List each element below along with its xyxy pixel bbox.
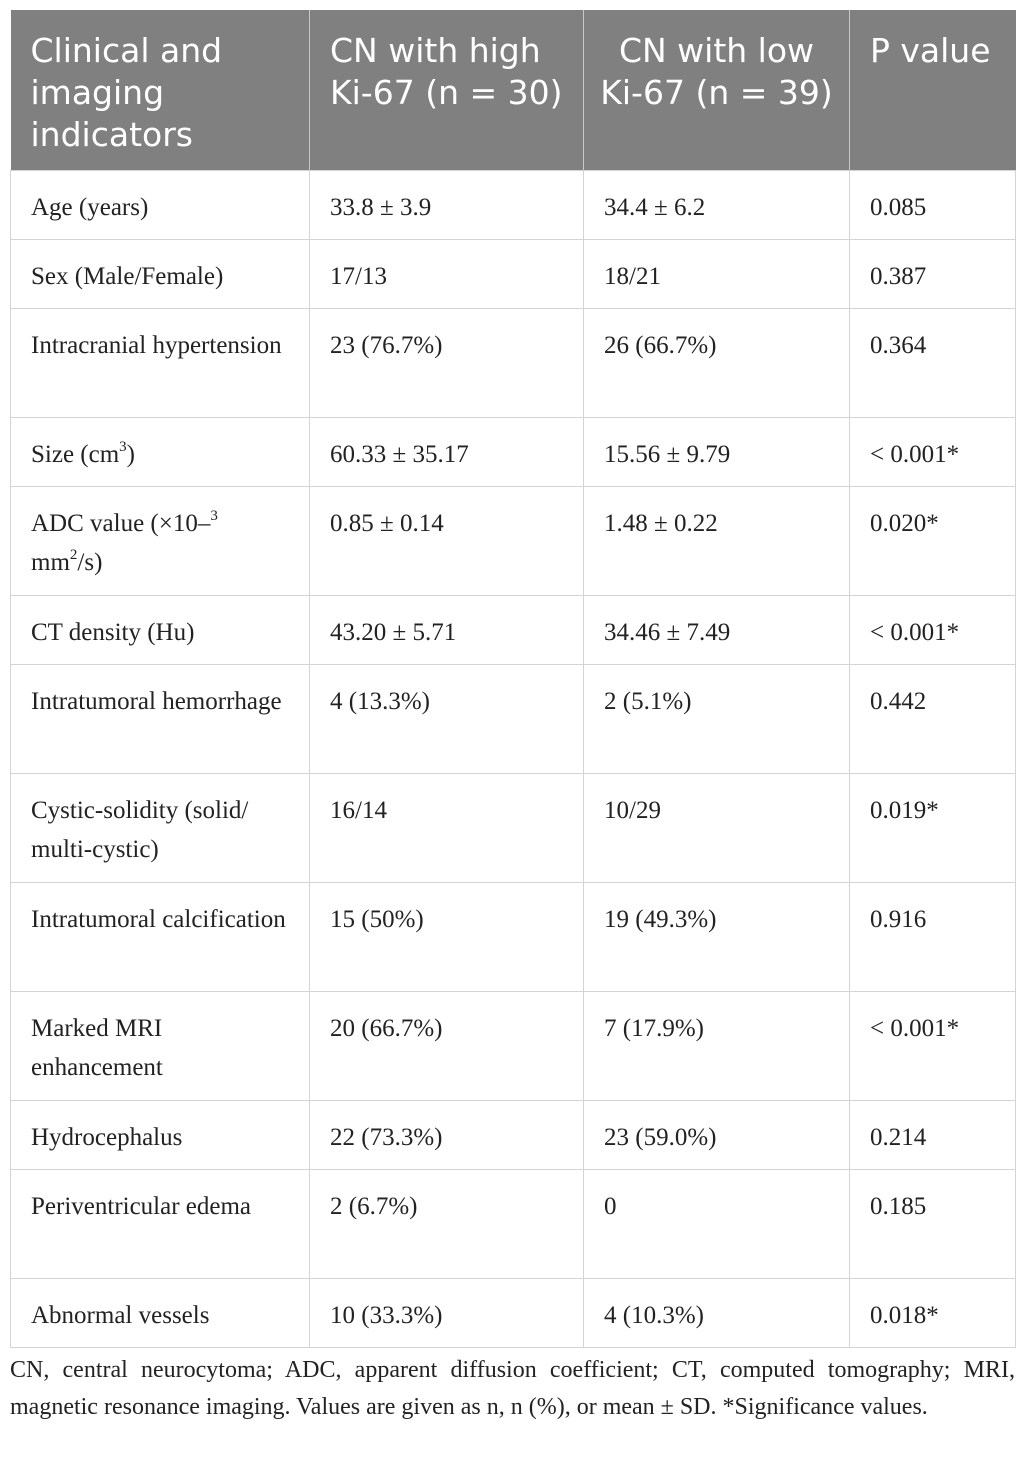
cell-indicator	[11, 487, 310, 596]
indicator-text: ADC value (×10–	[31, 510, 211, 537]
cell-p: < 0.001*	[850, 992, 1016, 1101]
cell-low: 10/29	[584, 774, 850, 883]
cell-indicator: Intratumoral hemorrhage	[11, 665, 310, 774]
table-row	[11, 1279, 1016, 1348]
header-row	[11, 10, 1016, 171]
cell-p: 0.085	[850, 171, 1016, 240]
cell-high: 2 (6.7%)	[310, 1170, 584, 1279]
cell-high: 4 (13.3%)	[310, 665, 584, 774]
cell-p: < 0.001*	[850, 596, 1016, 665]
cell-low: 18/21	[584, 240, 850, 309]
table-row	[11, 1170, 1016, 1279]
cell-p: 0.214	[850, 1101, 1016, 1170]
cell-indicator: CT density (Hu)	[11, 596, 310, 665]
cell-p: 0.020*	[850, 487, 1016, 596]
cell-high: 22 (73.3%)	[310, 1101, 584, 1170]
cell-indicator: Intratumoral calcification	[11, 883, 310, 992]
cell-high: 0.85 ± 0.14	[310, 487, 584, 596]
cell-p: 0.442	[850, 665, 1016, 774]
table-row	[11, 240, 1016, 309]
cell-indicator: Periventricular edema	[11, 1170, 310, 1279]
superscript: 3	[119, 438, 127, 455]
table-row	[11, 171, 1016, 240]
table-row	[11, 596, 1016, 665]
cell-low: 23 (59.0%)	[584, 1101, 850, 1170]
cell-high: 60.33 ± 35.17	[310, 418, 584, 487]
header-low-ki67: CN with low Ki-67 (n = 39)	[584, 10, 850, 171]
cell-p: 0.019*	[850, 774, 1016, 883]
table-row	[11, 774, 1016, 883]
indicator-text: )	[126, 441, 135, 468]
cell-high: 33.8 ± 3.9	[310, 171, 584, 240]
cell-indicator	[11, 418, 310, 487]
header-high-ki67: CN with high Ki-67 (n = 30)	[310, 10, 584, 171]
table-footnote: CN, central neurocytoma; ADC, apparent diffusion coefficient; CT, computed tomography; MRI, magnetic resonance imaging. Values are given as n, n (%), or mean ± SD. *Significance values.	[10, 1357, 1015, 1420]
table-header	[11, 10, 1016, 171]
table-row	[11, 309, 1016, 418]
cell-indicator: Sex (Male/Female)	[11, 240, 310, 309]
cell-indicator: Abnormal vessels	[11, 1279, 310, 1348]
clinical-imaging-table	[10, 10, 1016, 1348]
cell-high: 15 (50%)	[310, 883, 584, 992]
table-body	[11, 171, 1016, 1348]
cell-p: 0.185	[850, 1170, 1016, 1279]
superscript: 3	[210, 507, 218, 524]
table-row	[11, 665, 1016, 774]
table-row	[11, 487, 1016, 596]
header-indicator: Clinical and imaging indicators	[11, 10, 310, 171]
cell-low: 34.46 ± 7.49	[584, 596, 850, 665]
cell-low: 4 (10.3%)	[584, 1279, 850, 1348]
cell-p: < 0.001*	[850, 418, 1016, 487]
cell-p: 0.018*	[850, 1279, 1016, 1348]
cell-indicator: Intracranial hypertension	[11, 309, 310, 418]
cell-low: 26 (66.7%)	[584, 309, 850, 418]
cell-indicator: Hydrocephalus	[11, 1101, 310, 1170]
superscript: 2	[69, 546, 78, 563]
cell-high: 43.20 ± 5.71	[310, 596, 584, 665]
cell-indicator: Marked MRI enhancement	[11, 992, 310, 1101]
table-row	[11, 992, 1016, 1101]
data-table-container	[10, 10, 1015, 1348]
table-row	[11, 418, 1016, 487]
cell-p: 0.364	[850, 309, 1016, 418]
table-row	[11, 883, 1016, 992]
cell-indicator: Cystic-solidity (solid/ multi-cystic)	[11, 774, 310, 883]
cell-high: 16/14	[310, 774, 584, 883]
cell-high: 10 (33.3%)	[310, 1279, 584, 1348]
cell-indicator: Age (years)	[11, 171, 310, 240]
indicator-text: Size (cm	[31, 441, 120, 468]
table-row	[11, 1101, 1016, 1170]
cell-low: 34.4 ± 6.2	[584, 171, 850, 240]
header-p-value: P value	[850, 10, 1016, 171]
indicator-text: mm	[31, 549, 70, 576]
cell-low: 19 (49.3%)	[584, 883, 850, 992]
cell-low: 15.56 ± 9.79	[584, 418, 850, 487]
cell-low: 7 (17.9%)	[584, 992, 850, 1101]
indicator-text: /s)	[77, 549, 103, 576]
cell-low: 2 (5.1%)	[584, 665, 850, 774]
cell-low: 0	[584, 1170, 850, 1279]
cell-low: 1.48 ± 0.22	[584, 487, 850, 596]
cell-high: 23 (76.7%)	[310, 309, 584, 418]
cell-high: 17/13	[310, 240, 584, 309]
cell-p: 0.387	[850, 240, 1016, 309]
cell-p: 0.916	[850, 883, 1016, 992]
cell-high: 20 (66.7%)	[310, 992, 584, 1101]
